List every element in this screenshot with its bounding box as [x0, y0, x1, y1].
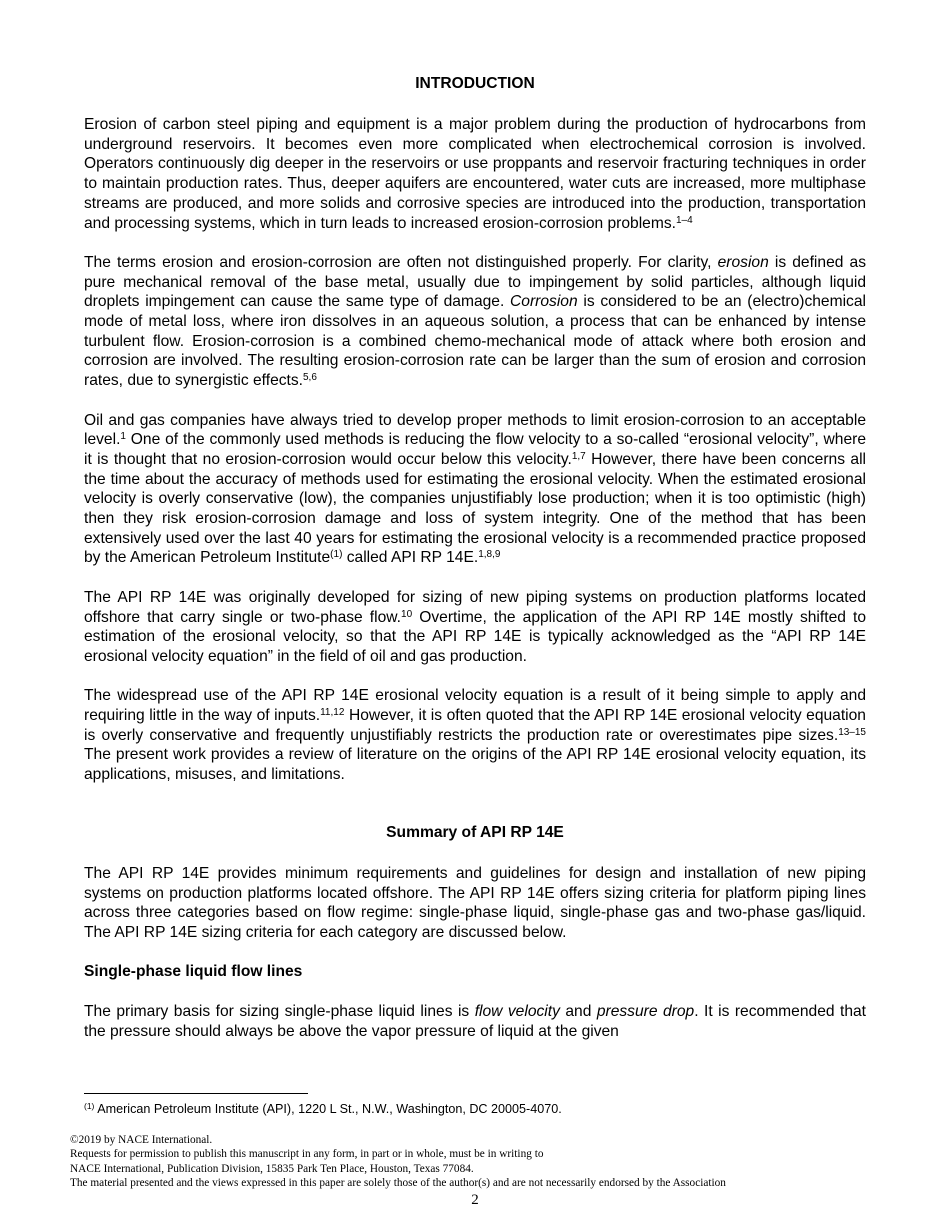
intro-p2-text-b: is defined as pure mechanical removal of the base metal, usually due to impingement by solid particles, although liquid droplets impingement can cause the same type of damage.: [84, 253, 867, 311]
copyright-line: ©2019 by NACE International.: [70, 1134, 213, 1146]
intro-p1-text: Erosion of carbon steel piping and equipment is a major problem during the production of hydrocarbons from underground reservoirs. It becomes even more complicated when electrochemical corrosion is involved. Operators continuously dig deeper in the reservoirs or use proppants and reservoir fracturing techniques in order to maintain production rates. Thus, deeper aquifers are encountered, water cuts are increased, more multiphase streams are produced, and more solids and corrosive species are introduced into the production, transportation and processing systems, which in turn leads to increased erosion-corrosion problems.: [84, 116, 866, 232]
intro-p3-text-b: One of the commonly used methods is reducing the flow velocity to a so-called “erosional velocity”, where it is thought that no erosion-corrosion would occur below this velocity.: [84, 431, 866, 468]
intro-p3-text-a: Oil and gas companies have always tried to develop proper methods to limit erosion-corrosion to an acceptable level.: [84, 411, 866, 449]
citation-ref: 1,8,9: [478, 549, 501, 561]
footnote: [84, 1101, 866, 1117]
summary-heading: Summary of API RP 14E: [386, 823, 564, 841]
footnote-mark: (1): [84, 1101, 95, 1111]
intro-paragraph-3: [84, 411, 866, 569]
citation-ref: 1,7: [571, 450, 586, 462]
permission-line: Requests for permission to publish this manuscript in any form, in part or in whole, must be in writing to: [70, 1148, 544, 1161]
intro-p3-text-d: called API RP 14E.: [342, 549, 479, 567]
main-content: [84, 74, 866, 1061]
term-erosion: erosion: [717, 253, 769, 271]
summary-paragraph-1: The API RP 14E provides minimum requirements and guidelines for design and installation of new piping systems on production platforms located offshore. The API RP 14E offers sizing criteria for platform piping lines across three categories based on flow regime: single-phase liquid, single-phase gas and two-phase gas/liquid. The API RP 14E sizing criteria for each category are discussed below.: [84, 864, 866, 941]
intro-p5-text-c: The present work provides a review of literature on the origins of the API RP 14E erosional velocity equation, its applications, misuses, and limitations.: [84, 746, 866, 784]
term-pressure-drop: pressure drop: [596, 1003, 695, 1021]
summary-p2-text-c: . It is recommended that the pressure should always be above the vapor pressure of liquid at the given: [84, 1003, 867, 1041]
footnote-mark: (1): [330, 549, 343, 561]
term-flow-velocity: flow velocity: [474, 1003, 560, 1021]
intro-paragraph-2: [84, 253, 866, 391]
copyright-notice: [70, 1133, 890, 1190]
citation-ref: 11,12: [320, 707, 345, 719]
citation-ref: 10: [401, 608, 413, 620]
citation-ref: 5,6: [303, 372, 317, 384]
summary-paragraph-2: [84, 1002, 866, 1041]
intro-p5-text-a: The widespread use of the API RP 14E erosional velocity equation is a result of it being simple to apply and requiring little in the way of inputs.: [84, 687, 866, 725]
citation-ref: 1–4: [675, 214, 693, 226]
footnote-divider: [84, 1093, 308, 1094]
summary-p2-text-a: The primary basis for sizing single-phase liquid lines is: [84, 1003, 475, 1021]
disclaimer-line: The material presented and the views expressed in this paper are solely those of the author(s) and are not necessarily endorsed by the Association: [70, 1176, 726, 1189]
intro-paragraph-5: [84, 686, 866, 785]
summary-p2-text-b: and: [559, 1003, 597, 1021]
intro-p3-text-c: However, there have been concerns all the time about the accuracy of methods used for estimating the erosional velocity. When the estimated erosional velocity is overly conservative (low), the companies unjustifiably lose production; when it is too optimistic (high) then they risk erosion-corrosion damage and loss of system integrity. One of the method that has been extensively used over the last 40 years for estimating the erosional velocity is a recommended practice proposed by the American Petroleum Institute: [84, 450, 866, 567]
single-phase-liquid-subheading: Single-phase liquid flow lines: [84, 963, 303, 981]
publisher-address-line: NACE International, Publication Division, 15835 Park Ten Place, Houston, Texas 77084.: [70, 1162, 474, 1175]
intro-p2-text-a: The terms erosion and erosion-corrosion are often not distinguished properly. For clarity,: [84, 253, 718, 271]
intro-paragraph-1: [84, 115, 866, 233]
intro-p5-text-b: However, it is often quoted that the API RP 14E erosional velocity equation is overly conservative and frequently unjustifiably restricts the production rate or overestimates pipe sizes.: [84, 707, 866, 744]
page-number: 2: [471, 1192, 479, 1208]
intro-p4-text-a: The API RP 14E was originally developed for sizing of new piping systems on production platforms located offshore that carry single or two-phase flow.: [84, 588, 866, 626]
citation-ref: 1: [120, 431, 126, 443]
introduction-heading: INTRODUCTION: [415, 75, 535, 92]
intro-p2-text-c: is considered to be an (electro)chemical mode of metal loss, where iron dissolves in an aqueous solution, a process that can be enhanced by intense turbulent flow. Erosion-corrosion is a combined chemo-mechanical mode of attack where both erosion and corrosion are involved. The resulting erosion-corrosion rate can be larger than the sum of erosion and corrosion rates, due to synergistic effects.: [84, 293, 866, 390]
term-corrosion: Corrosion: [510, 293, 578, 311]
intro-p4-text-b: Overtime, the application of the API RP 14E mostly shifted to estimation of the erosional velocity, so that the API RP 14E is typically acknowledged as the “API RP 14E erosional velocity equation” in the field of oil and gas production.: [84, 608, 866, 665]
intro-paragraph-4: [84, 588, 866, 667]
citation-ref: 13–15: [838, 726, 866, 738]
footnote-text: American Petroleum Institute (API), 1220 L St., N.W., Washington, DC 20005-4070.: [94, 1102, 562, 1116]
